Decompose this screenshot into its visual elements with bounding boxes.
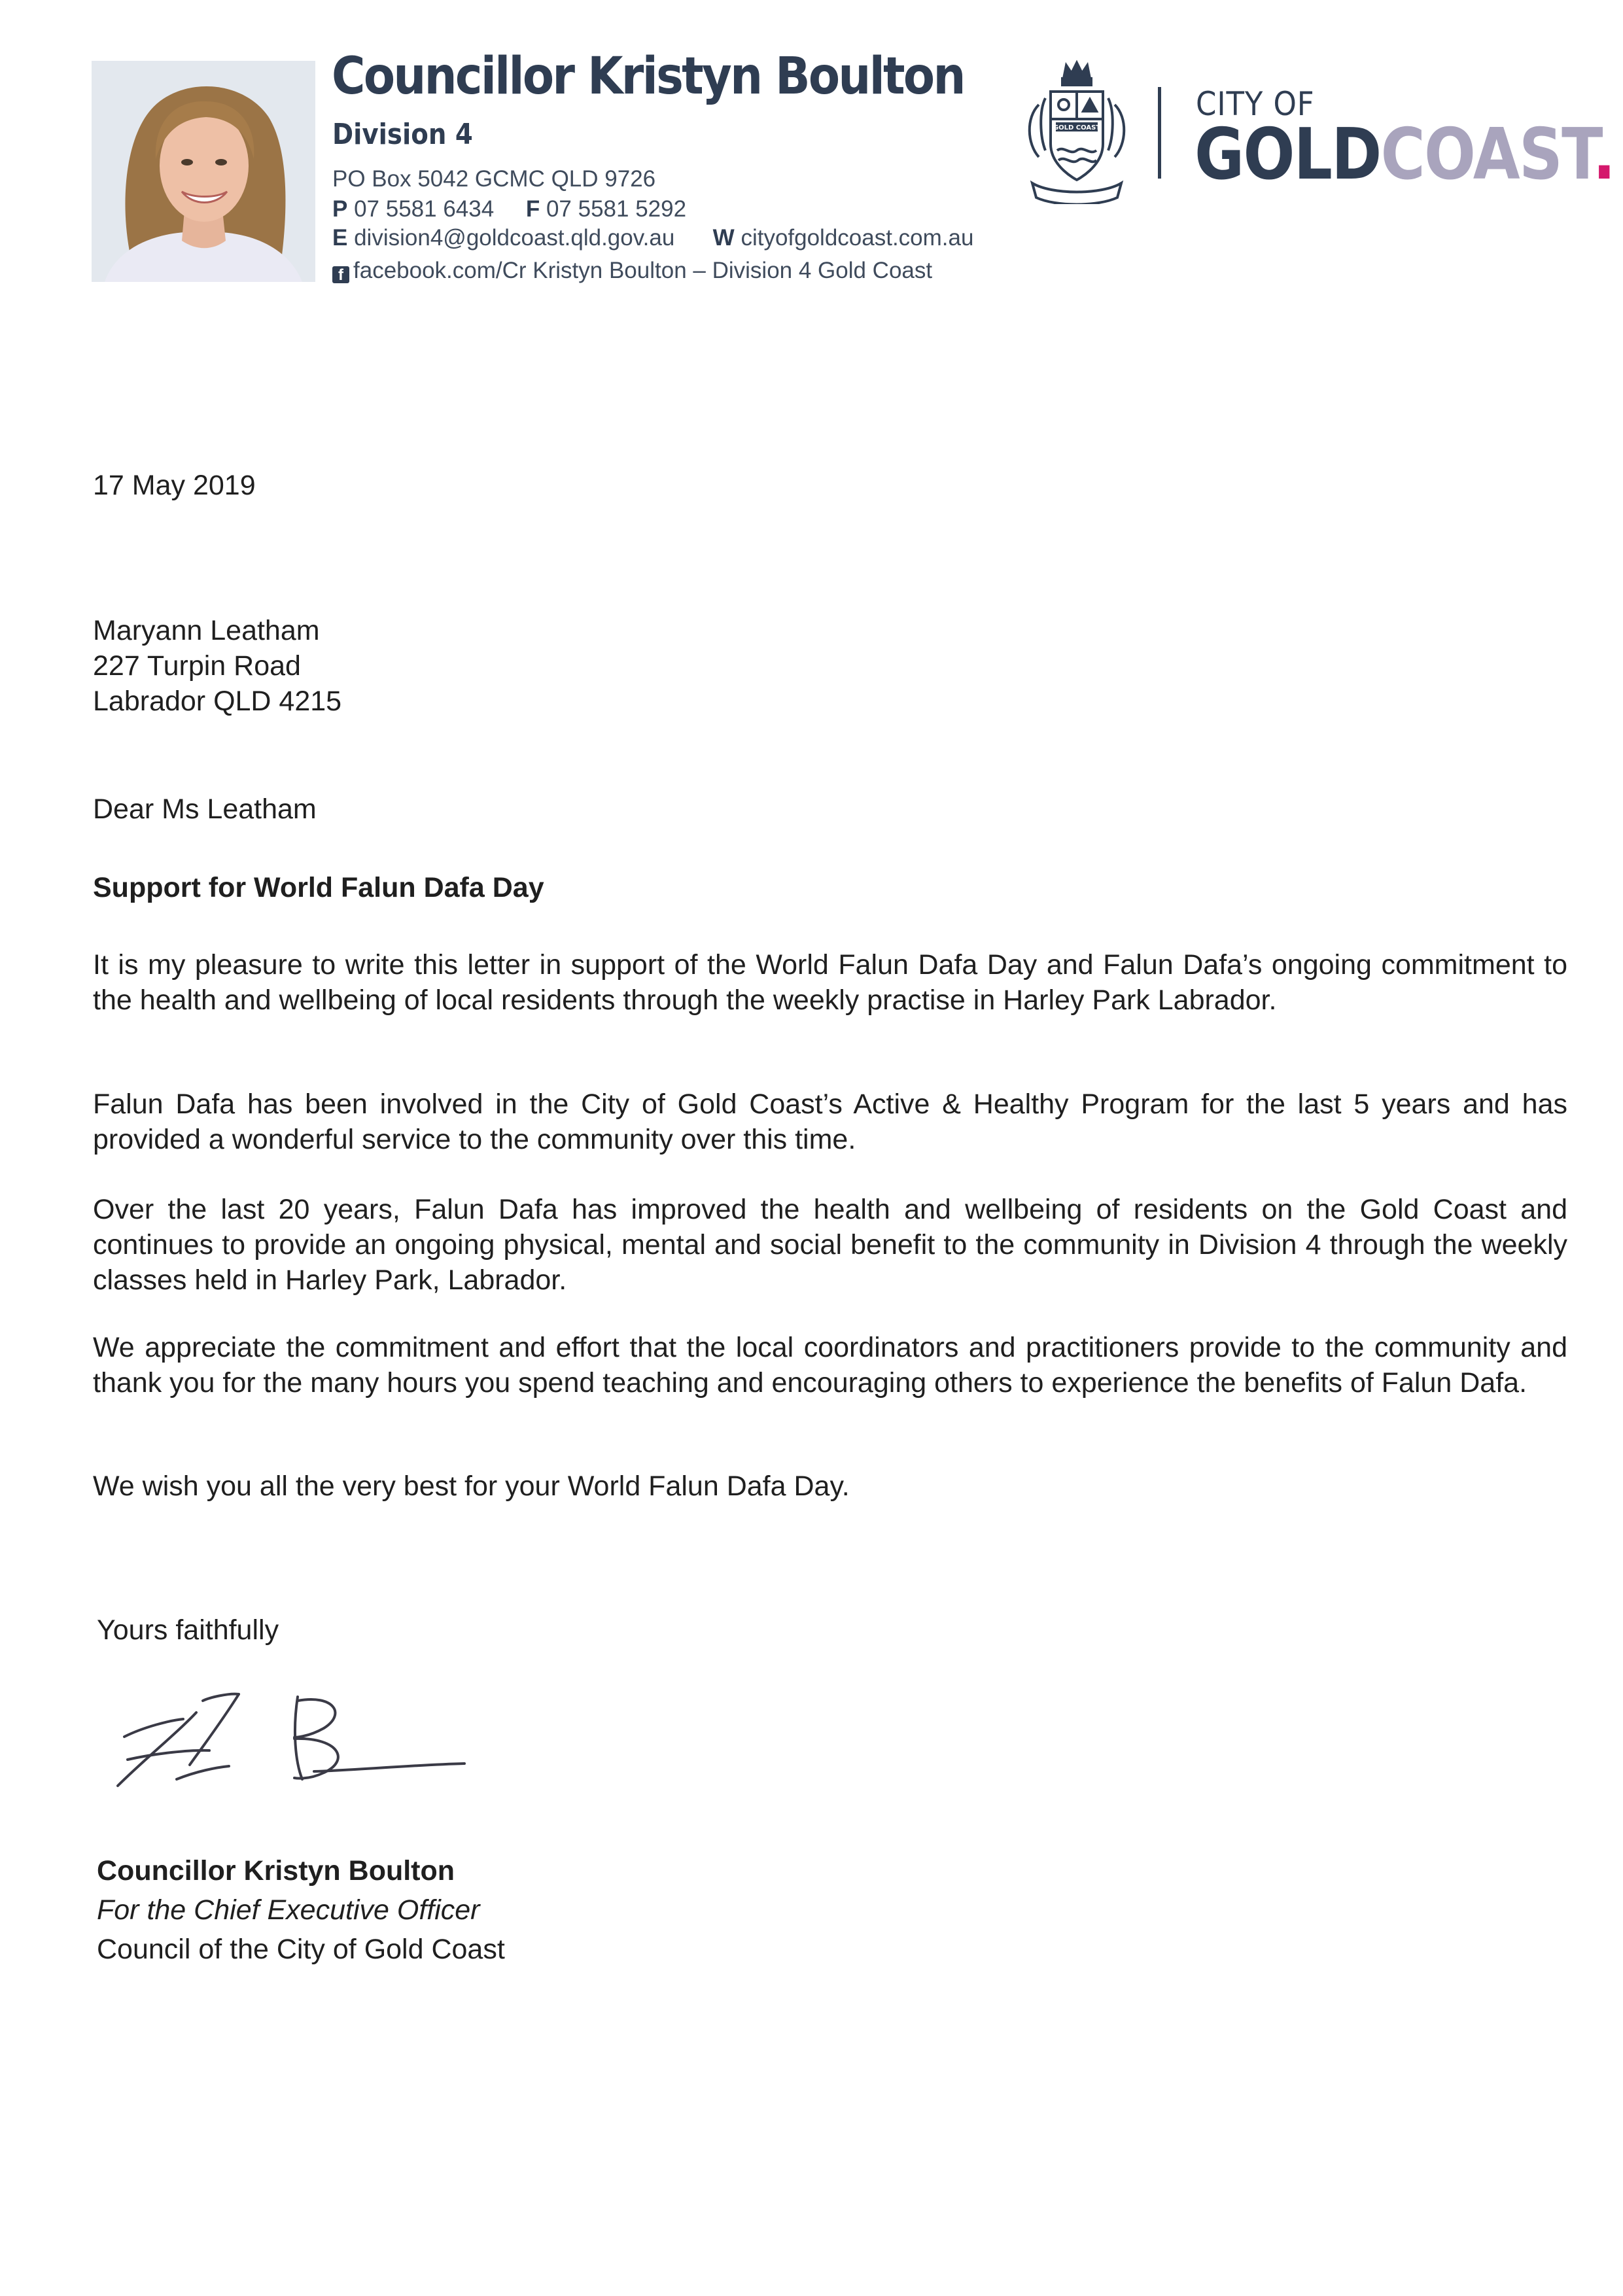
recipient-name: Maryann Leatham <box>93 615 320 646</box>
salutation: Dear Ms Leatham <box>93 793 317 825</box>
phone-number: 07 5581 6434 <box>354 196 495 222</box>
handwritten-signature <box>98 1688 471 1799</box>
signatory-name: Councillor Kristyn Boulton <box>97 1855 455 1887</box>
letterhead-councillor-name: Councillor Kristyn Boulton <box>332 47 964 106</box>
brand-dot: . <box>1592 114 1615 196</box>
fax-label: F <box>525 196 540 222</box>
phone-label: P <box>332 196 348 222</box>
signatory-role: For the Chief Executive Officer <box>97 1894 480 1926</box>
facebook-line <box>332 258 932 284</box>
body-paragraph-2: Falun Dafa has been involved in the City of Gold Coast’s Active & Healthy Program for the last 5 years and has provided a wonderful service to the community over this time. <box>93 1088 1567 1155</box>
letter-subject: Support for World Falun Dafa Day <box>93 872 544 903</box>
signatory-organisation: Council of the City of Gold Coast <box>97 1934 505 1965</box>
recipient-locality: Labrador QLD 4215 <box>93 686 342 717</box>
web-label: W <box>712 225 735 251</box>
councillor-portrait <box>92 61 315 282</box>
brand-gold: GOLD <box>1195 114 1381 196</box>
body-paragraph-5: We wish you all the very best for your World Falun Dafa Day. <box>93 1470 850 1502</box>
email-address[interactable]: division4@goldcoast.qld.gov.au <box>354 225 675 251</box>
brand-city-of: CITY OF <box>1196 85 1315 123</box>
website-link[interactable]: cityofgoldcoast.com.au <box>741 225 974 251</box>
recipient-address <box>93 613 341 719</box>
letter-date: 17 May 2019 <box>93 470 256 501</box>
body-paragraph-4: We appreciate the commitment and effort that the local coordinators and practitioners provide to the community and thank you for the many hours you spend teaching and encouraging others to experience the benefits of Falun Dafa. <box>93 1332 1567 1399</box>
body-paragraph-1: It is my pleasure to write this letter in support of the World Falun Dafa Day and Falun Dafa’s ongoing commitment to the health and wellbeing of local residents through the weekly practise in Harley Park Labrador. <box>93 949 1567 1016</box>
phone-fax-line <box>332 196 686 222</box>
brand-divider <box>1158 87 1161 179</box>
body-paragraph-3: Over the last 20 years, Falun Dafa has improved the health and wellbeing of residents on the Gold Coast and continues to provide an ongoing physical, mental and social benefit to the community in Division 4 through the weekly classes held in Harley Park, Labrador. <box>93 1194 1567 1296</box>
brand-wordmark <box>1195 114 1615 196</box>
crest-banner-text: GOLD COAST <box>1053 124 1101 131</box>
brand-coast: COAST <box>1380 114 1593 196</box>
facebook-icon: f <box>332 266 349 283</box>
email-web-line <box>332 225 973 251</box>
facebook-link[interactable]: facebook.com/Cr Kristyn Boulton – Division 4 Gold Coast <box>353 258 933 283</box>
recipient-street: 227 Turpin Road <box>93 650 301 682</box>
email-label: E <box>332 225 348 251</box>
fax-number: 07 5581 5292 <box>546 196 687 222</box>
po-box-address: PO Box 5042 GCMC QLD 9726 <box>332 166 656 192</box>
city-crest-logo <box>1019 59 1134 204</box>
closing: Yours faithfully <box>97 1614 279 1646</box>
letterhead-division: Division 4 <box>332 118 473 151</box>
